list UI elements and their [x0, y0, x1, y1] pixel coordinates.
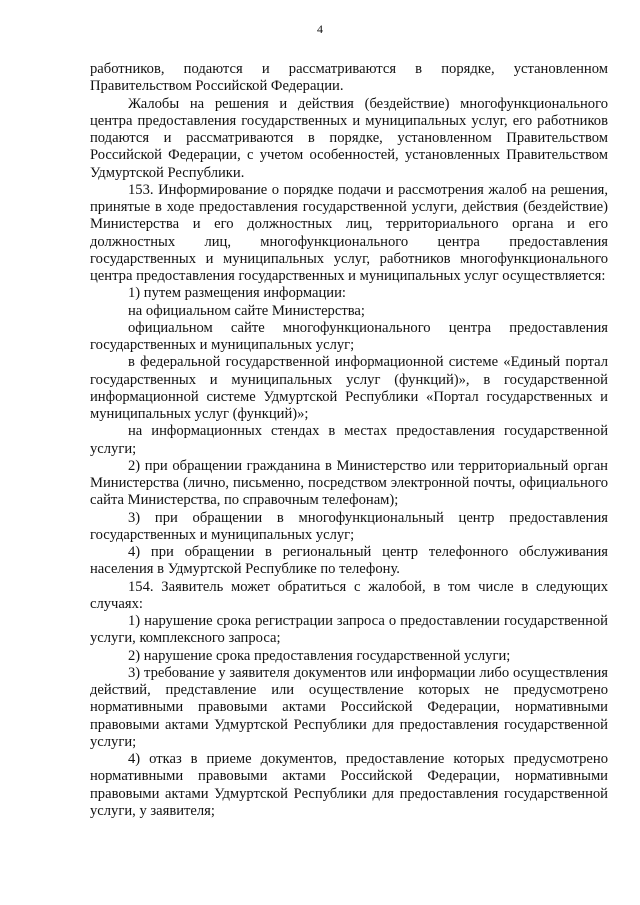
paragraph-section-154: 154. Заявитель может обратиться с жалобой, в том числе в следующих случаях:: [90, 578, 608, 612]
paragraph: Жалобы на решения и действия (бездействие) многофункционального центра предоставления государственных и муниципальных услуг, его работников подаются и рассматриваются в порядке, установленном Правительством Российской Федерации, с учетом особенностей, установленных Правительством Удмуртской Республики.: [90, 95, 608, 181]
paragraph: на официальном сайте Министерства;: [128, 302, 365, 319]
paragraph-section-153: 153. Информирование о порядке подачи и рассмотрения жалоб на решения, принятые в ходе предоставления государственной услуги, действия (бездействие) Министерства и его должностных лиц, территориального органа и его должностных лиц, многофункционального центра предоставления государственных и муниципальных услуг, работников многофункционального центра предоставления государственных и муниципальных услуг осуществляется:: [90, 181, 608, 284]
list-item: 1) нарушение срока регистрации запроса о предоставлении государственной услуги, комплексного запроса;: [90, 613, 608, 647]
list-item: 2) при обращении гражданина в Министерство или территориальный орган Министерства (лично, письменно, посредством электронной почты, официального сайта Министерства, по справочным телефонам);: [90, 457, 608, 509]
list-item: 2) нарушение срока предоставления государственной услуги;: [128, 647, 511, 664]
list-item: 4) при обращении в региональный центр телефонного обслуживания населения в Удмуртской Республике по телефону.: [90, 544, 608, 578]
list-item: 4) отказ в приеме документов, предоставление которых предусмотрено нормативными правовыми актами Российской Федерации, нормативными правовыми актами Удмуртской Республики для предоставления государственной услуги, у заявителя;: [90, 751, 608, 819]
page-number: 4: [317, 22, 323, 36]
paragraph: на информационных стендах в местах предоставления государственной услуги;: [90, 423, 608, 457]
paragraph: официальном сайте многофункционального центра предоставления государственных и муниципальных услуг;: [90, 319, 608, 353]
paragraph: в федеральной государственной информационной системе «Единый портал государственных и муниципальных услуг (функций)», в государственной информационной системе Удмуртской Республики «Портал государственных и муниципальных услуг (функций)»;: [90, 354, 608, 422]
list-item: 3) при обращении в многофункциональный центр предоставления государственных и муниципальных услуг;: [90, 509, 608, 543]
document-body: [90, 61, 608, 820]
paragraph: работников, подаются и рассматриваются в порядке, установленном Правительством Российской Федерации.: [90, 61, 608, 95]
list-item: 3) требование у заявителя документов или информации либо осуществления действий, представление или осуществление которых не предусмотрено нормативными правовыми актами Российской Федерации, нормативными правовыми актами Удмуртской Республики для предоставления государственной услуги;: [90, 664, 608, 750]
list-item: 1) путем размещения информации:: [128, 285, 346, 302]
